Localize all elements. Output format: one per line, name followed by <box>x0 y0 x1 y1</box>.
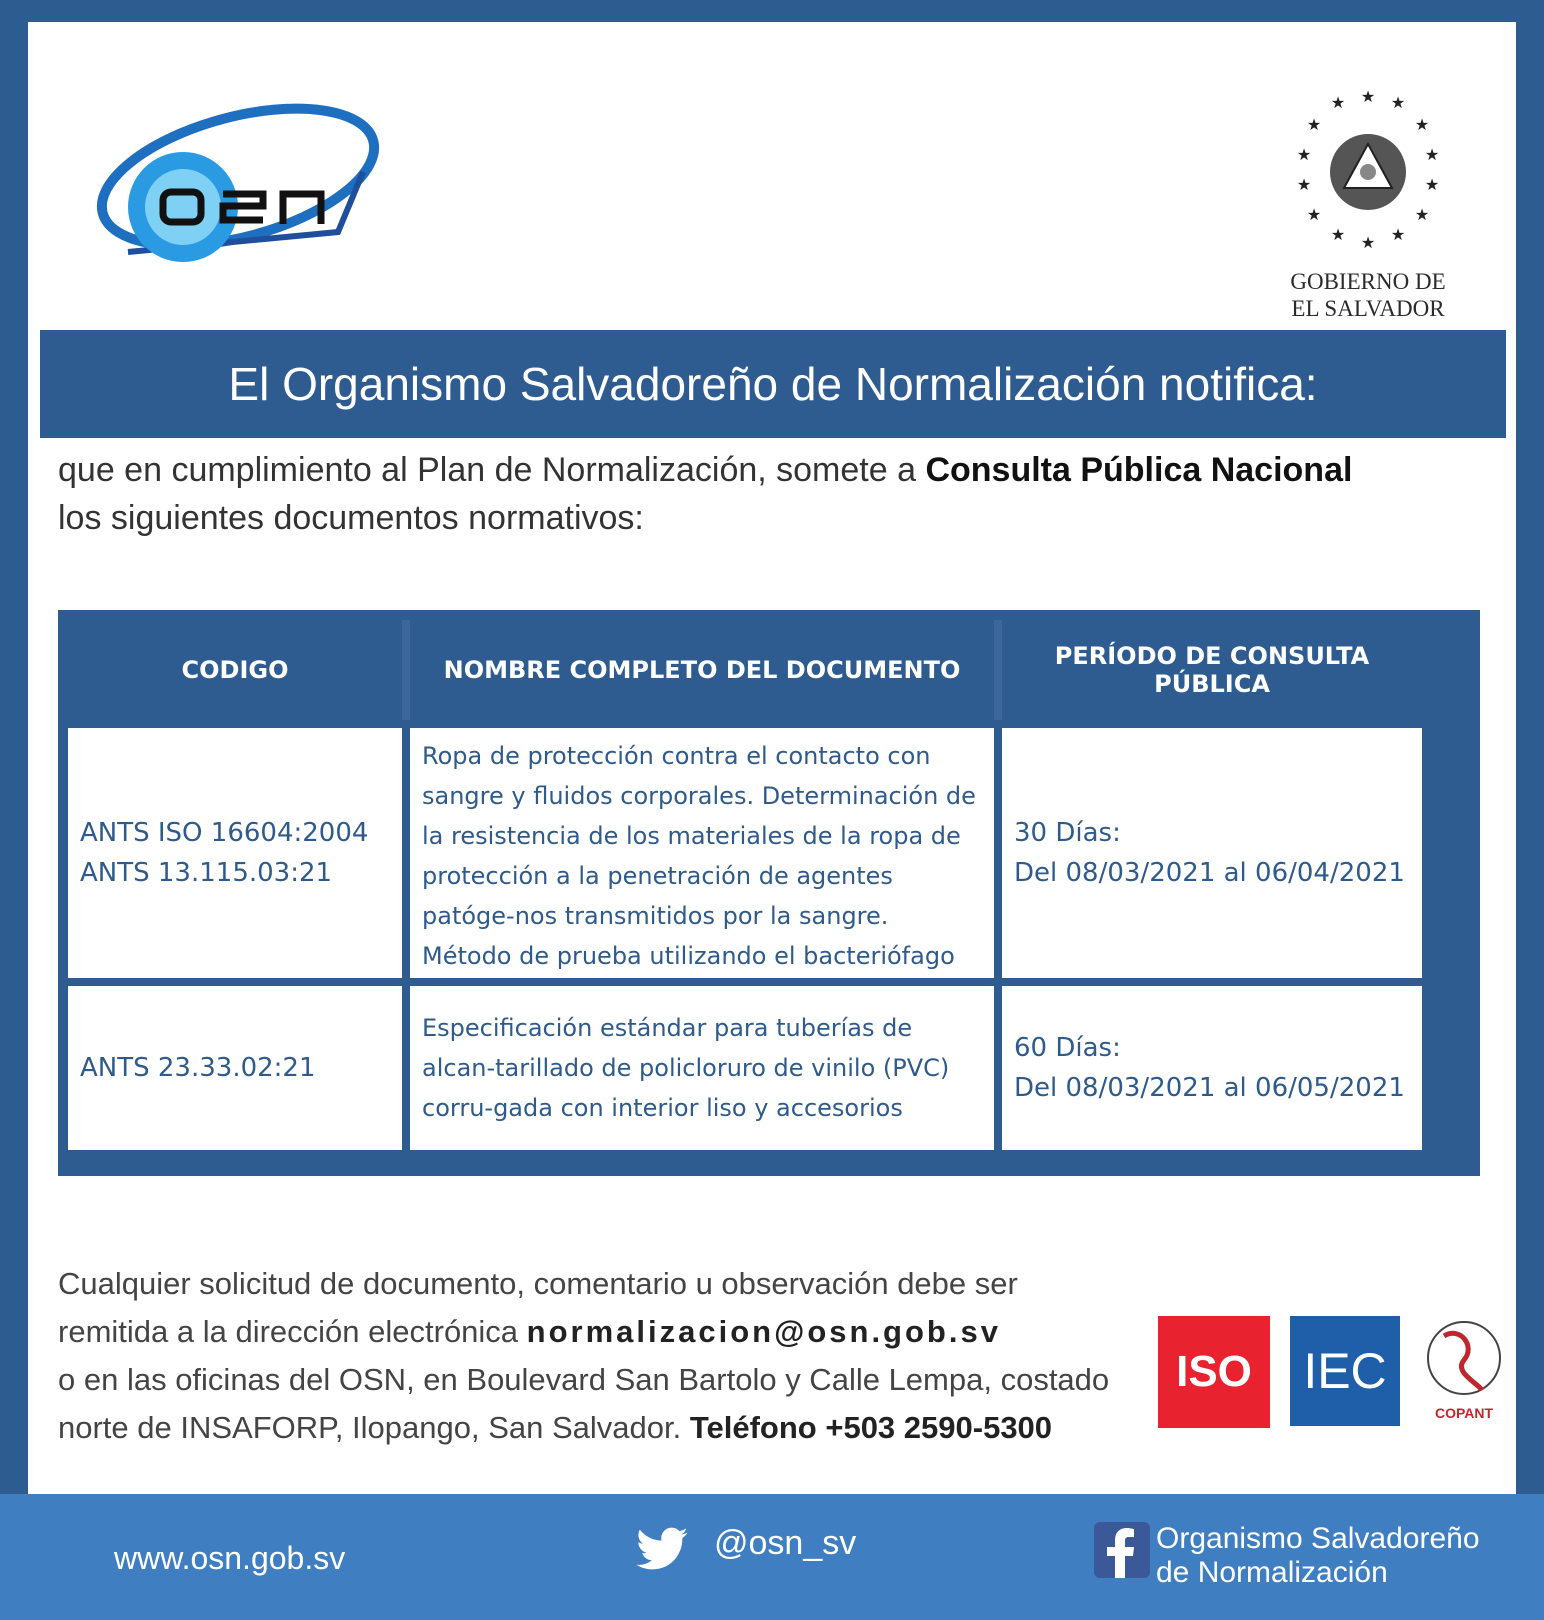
notice-banner <box>40 330 1506 438</box>
svg-text:★: ★ <box>1330 95 1346 112</box>
row-2-code-line1: ANTS 23.33.02:21 <box>80 1053 316 1083</box>
svg-text:★: ★ <box>1424 147 1440 164</box>
gov-text-line1: GOBIERNO DE <box>1290 269 1446 294</box>
svg-text:★: ★ <box>1306 117 1322 134</box>
contact-email-link[interactable]: normalizacion@osn.gob.sv <box>526 1314 1001 1349</box>
contact-line3: o en las oficinas del OSN, en Boulevard San Bartolo y Calle Lempa, costado <box>58 1362 1110 1397</box>
svg-text:★: ★ <box>1390 227 1406 244</box>
iso-logo-text: ISO <box>1176 1347 1252 1396</box>
iso-logo <box>1158 1316 1270 1428</box>
copant-logo <box>1420 1316 1520 1426</box>
svg-text:★: ★ <box>1390 95 1406 112</box>
contact-line1: Cualquier solicitud de documento, comentario u observación debe ser <box>58 1266 1018 1301</box>
svg-text:★: ★ <box>1296 177 1312 194</box>
contact-line4: norte de INSAFORP, Ilopango, San Salvador. <box>58 1410 690 1445</box>
row-1-code-line2: ANTS 13.115.03:21 <box>80 858 333 888</box>
row-2-period-range: Del 08/03/2021 al 06/05/2021 <box>1014 1073 1405 1103</box>
svg-text:★: ★ <box>1306 207 1322 224</box>
row-2-name-text: Especificación estándar para tuberías de alcan-tarillado de policloruro de vinilo (PVC) corru-gada con interior liso y accesorios <box>422 1014 950 1122</box>
svg-text:★: ★ <box>1414 117 1430 134</box>
header-codigo-label: CODIGO <box>181 656 289 684</box>
table-row-2-code <box>68 986 402 1150</box>
table-row-1-code <box>68 728 402 978</box>
gov-text-line2: EL SALVADOR <box>1291 296 1445 321</box>
contact-phone: Teléfono +503 2590-5300 <box>689 1410 1053 1445</box>
government-logo <box>1278 62 1458 321</box>
copant-logo-text: COPANT <box>1434 1405 1494 1421</box>
svg-text:★: ★ <box>1360 89 1376 106</box>
intro-paragraph <box>58 446 1498 542</box>
intro-text-1: que en cumplimiento al Plan de Normalización, somete a <box>58 451 926 489</box>
svg-text:★: ★ <box>1424 177 1440 194</box>
row-2-period-days: 60 Días: <box>1014 1033 1121 1063</box>
facebook-page-link[interactable] <box>1156 1522 1480 1590</box>
contact-paragraph <box>58 1260 1118 1452</box>
table-row-1-period <box>1002 728 1422 978</box>
twitter-handle-link[interactable]: @osn_sv <box>714 1524 857 1562</box>
facebook-text-line2: de Normalización <box>1156 1556 1388 1589</box>
facebook-text-line1: Organismo Salvadoreño <box>1156 1522 1480 1555</box>
header-nombre-label: NOMBRE COMPLETO DEL DOCUMENTO <box>443 656 961 684</box>
table-row-2-name <box>410 986 994 1150</box>
row-1-period-days: 30 Días: <box>1014 818 1121 848</box>
svg-text:★: ★ <box>1296 147 1312 164</box>
osn-logo <box>88 82 388 292</box>
bottom-bar <box>0 1494 1544 1620</box>
contact-line2: remitida a la dirección electrónica <box>58 1314 527 1349</box>
header-codigo <box>68 620 402 720</box>
row-1-code-line1: ANTS ISO 16604:2004 <box>80 818 369 848</box>
svg-text:★: ★ <box>1330 227 1346 244</box>
document-page <box>28 22 1516 1496</box>
iec-logo <box>1290 1316 1400 1426</box>
svg-text:★: ★ <box>1360 235 1376 252</box>
website-link[interactable]: www.osn.gob.sv <box>114 1540 346 1576</box>
intro-text-bold: Consulta Pública Nacional <box>925 451 1353 489</box>
intro-text-2: los siguientes documentos normativos: <box>58 499 644 537</box>
svg-text:★: ★ <box>1414 207 1430 224</box>
header-separator <box>402 620 410 720</box>
header-nombre <box>410 620 994 720</box>
iec-logo-text: IEC <box>1303 1343 1387 1399</box>
table-row-1-name <box>410 728 994 978</box>
header-separator <box>994 620 1002 720</box>
facebook-icon <box>1094 1522 1150 1578</box>
row-1-period-range: Del 08/03/2021 al 06/04/2021 <box>1014 858 1405 888</box>
row-1-name-text: Ropa de protección contra el contacto con sangre y fluidos corporales. Determinación de la resistencia de los materiales de la ropa de protección a la penetración de agentes patóge-nos transmitidos por la sangre. Método de prueba utilizando el bacteriófago <box>422 742 976 970</box>
banner-title: El Organismo Salvadoreño de Normalización notifica: <box>228 358 1318 410</box>
header-periodo <box>1002 620 1422 720</box>
header-periodo-label: PERÍODO DE CONSULTA PÚBLICA <box>1054 642 1370 698</box>
twitter-icon <box>632 1522 692 1578</box>
table-row-2-period <box>1002 986 1422 1150</box>
documents-table <box>58 610 1480 1176</box>
